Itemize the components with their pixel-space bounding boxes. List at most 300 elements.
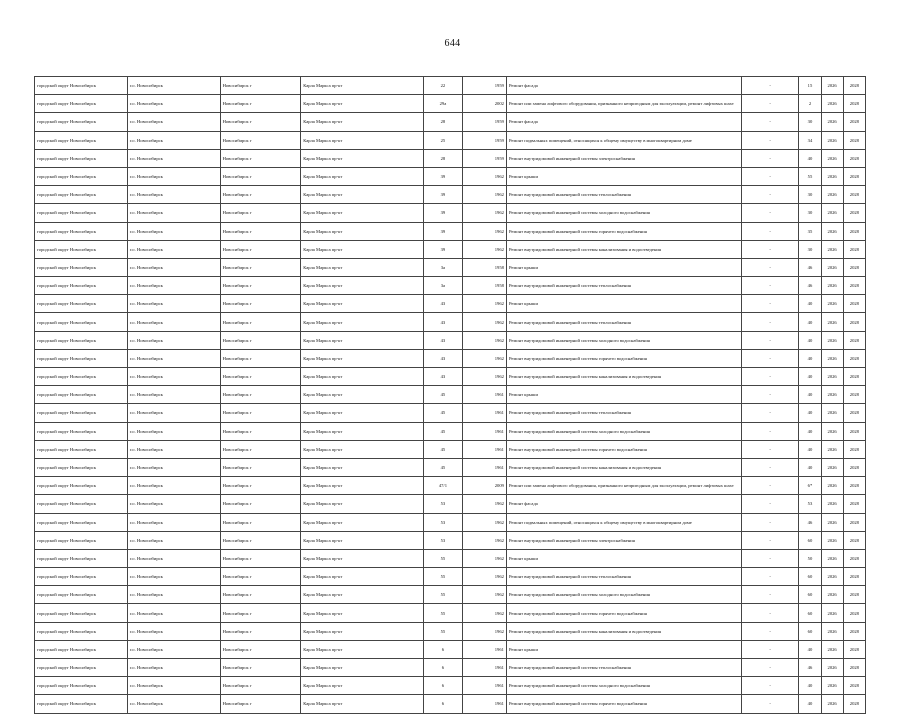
- house-number-cell: 6: [424, 695, 462, 713]
- district-cell: г.о. Новосибирск: [127, 422, 220, 440]
- placeholder-cell: -: [741, 549, 798, 567]
- end-year-cell: 2028: [843, 677, 865, 695]
- placeholder-cell: -: [741, 677, 798, 695]
- start-year-cell: 2026: [821, 440, 843, 458]
- district-cell: г.о. Новосибирск: [127, 313, 220, 331]
- start-year-cell: 2026: [821, 677, 843, 695]
- quantity-cell: 40: [799, 440, 821, 458]
- build-year-cell: 1962: [462, 495, 506, 513]
- municipality-cell: городской округ Новосибирск: [35, 422, 128, 440]
- work-type-cell: Ремонт или замена лифтового оборудования, признанного непригодным для эксплуатации, ремонт лифтовых шахт: [506, 95, 741, 113]
- work-type-cell: Ремонт внутридомовой инженерной системы канализования и водоотведения: [506, 240, 741, 258]
- start-year-cell: 2026: [821, 404, 843, 422]
- municipality-cell: городской округ Новосибирск: [35, 440, 128, 458]
- build-year-cell: 1962: [462, 531, 506, 549]
- work-type-cell: Ремонт внутридомовой инженерной системы электроснабжения: [506, 149, 741, 167]
- district-cell: г.о. Новосибирск: [127, 240, 220, 258]
- street-cell: Карла Маркса пр-кт: [301, 495, 424, 513]
- placeholder-cell: -: [741, 422, 798, 440]
- placeholder-cell: -: [741, 513, 798, 531]
- street-cell: Карла Маркса пр-кт: [301, 349, 424, 367]
- start-year-cell: 2026: [821, 222, 843, 240]
- work-type-cell: Ремонт внутридомовой инженерной системы теплоснабжения: [506, 313, 741, 331]
- settlement-cell: Новосибирск г: [220, 531, 301, 549]
- street-cell: Карла Маркса пр-кт: [301, 113, 424, 131]
- start-year-cell: 2026: [821, 95, 843, 113]
- build-year-cell: 1959: [462, 113, 506, 131]
- house-number-cell: 39: [424, 240, 462, 258]
- district-cell: г.о. Новосибирск: [127, 659, 220, 677]
- house-number-cell: 53: [424, 531, 462, 549]
- end-year-cell: 2028: [843, 204, 865, 222]
- work-type-cell: Ремонт крыши: [506, 258, 741, 276]
- build-year-cell: 1961: [462, 422, 506, 440]
- municipality-cell: городской округ Новосибирск: [35, 349, 128, 367]
- work-type-cell: Ремонт подвальных помещений, относящихся к общему имуществу в многоквартирном доме: [506, 513, 741, 531]
- end-year-cell: 2028: [843, 513, 865, 531]
- end-year-cell: 2028: [843, 113, 865, 131]
- municipality-cell: городской округ Новосибирск: [35, 659, 128, 677]
- placeholder-cell: -: [741, 131, 798, 149]
- district-cell: г.о. Новосибирск: [127, 167, 220, 185]
- table-row: [35, 368, 866, 386]
- house-number-cell: 45: [424, 422, 462, 440]
- placeholder-cell: -: [741, 477, 798, 495]
- start-year-cell: 2026: [821, 277, 843, 295]
- table-row: [35, 458, 866, 476]
- house-number-cell: 43: [424, 313, 462, 331]
- house-number-cell: 3а: [424, 258, 462, 276]
- district-cell: г.о. Новосибирск: [127, 204, 220, 222]
- street-cell: Карла Маркса пр-кт: [301, 258, 424, 276]
- placeholder-cell: -: [741, 204, 798, 222]
- house-number-cell: 28: [424, 113, 462, 131]
- quantity-cell: 40: [799, 295, 821, 313]
- placeholder-cell: -: [741, 604, 798, 622]
- table-row: [35, 131, 866, 149]
- settlement-cell: Новосибирск г: [220, 186, 301, 204]
- end-year-cell: 2028: [843, 186, 865, 204]
- start-year-cell: 2026: [821, 149, 843, 167]
- settlement-cell: Новосибирск г: [220, 277, 301, 295]
- settlement-cell: Новосибирск г: [220, 131, 301, 149]
- street-cell: Карла Маркса пр-кт: [301, 277, 424, 295]
- street-cell: Карла Маркса пр-кт: [301, 422, 424, 440]
- house-number-cell: 47/1: [424, 477, 462, 495]
- municipality-cell: городской округ Новосибирск: [35, 204, 128, 222]
- build-year-cell: 1961: [462, 659, 506, 677]
- table-row: [35, 568, 866, 586]
- start-year-cell: 2026: [821, 186, 843, 204]
- placeholder-cell: -: [741, 167, 798, 185]
- quantity-cell: 40: [799, 149, 821, 167]
- house-number-cell: 29а: [424, 95, 462, 113]
- municipality-cell: городской округ Новосибирск: [35, 604, 128, 622]
- end-year-cell: 2028: [843, 422, 865, 440]
- municipality-cell: городской округ Новосибирск: [35, 513, 128, 531]
- build-year-cell: 1961: [462, 640, 506, 658]
- placeholder-cell: -: [741, 222, 798, 240]
- settlement-cell: Новосибирск г: [220, 440, 301, 458]
- quantity-cell: 40: [799, 368, 821, 386]
- placeholder-cell: -: [741, 568, 798, 586]
- municipality-cell: городской округ Новосибирск: [35, 295, 128, 313]
- start-year-cell: 2026: [821, 586, 843, 604]
- work-type-cell: Ремонт подвальных помещений, относящихся к общему имуществу в многоквартирном доме: [506, 131, 741, 149]
- work-type-cell: Ремонт фасада: [506, 77, 741, 95]
- house-number-cell: 45: [424, 404, 462, 422]
- work-type-cell: Ремонт или замена лифтового оборудования, признанного непригодным для эксплуатации, ремонт лифтовых шахт: [506, 477, 741, 495]
- district-cell: г.о. Новосибирск: [127, 95, 220, 113]
- municipality-cell: городской округ Новосибирск: [35, 586, 128, 604]
- quantity-cell: 40: [799, 313, 821, 331]
- start-year-cell: 2026: [821, 549, 843, 567]
- municipality-cell: городской округ Новосибирск: [35, 331, 128, 349]
- district-cell: г.о. Новосибирск: [127, 77, 220, 95]
- build-year-cell: 1961: [462, 695, 506, 713]
- end-year-cell: 2028: [843, 222, 865, 240]
- settlement-cell: Новосибирск г: [220, 113, 301, 131]
- placeholder-cell: -: [741, 77, 798, 95]
- house-number-cell: 25: [424, 131, 462, 149]
- build-year-cell: 1961: [462, 458, 506, 476]
- table-row: [35, 149, 866, 167]
- quantity-cell: 40: [799, 677, 821, 695]
- build-year-cell: 1961: [462, 404, 506, 422]
- work-type-cell: Ремонт крыши: [506, 549, 741, 567]
- municipality-cell: городской округ Новосибирск: [35, 368, 128, 386]
- table-row: [35, 640, 866, 658]
- end-year-cell: 2028: [843, 77, 865, 95]
- placeholder-cell: -: [741, 295, 798, 313]
- build-year-cell: 1962: [462, 568, 506, 586]
- quantity-cell: 46: [799, 513, 821, 531]
- build-year-cell: 1962: [462, 331, 506, 349]
- placeholder-cell: -: [741, 149, 798, 167]
- district-cell: г.о. Новосибирск: [127, 513, 220, 531]
- quantity-cell: 6*: [799, 477, 821, 495]
- settlement-cell: Новосибирск г: [220, 622, 301, 640]
- quantity-cell: 60: [799, 568, 821, 586]
- quantity-cell: 60: [799, 531, 821, 549]
- work-type-cell: Ремонт внутридомовой инженерной системы теплоснабжения: [506, 404, 741, 422]
- end-year-cell: 2028: [843, 695, 865, 713]
- settlement-cell: Новосибирск г: [220, 204, 301, 222]
- municipality-cell: городской округ Новосибирск: [35, 695, 128, 713]
- quantity-cell: 30: [799, 240, 821, 258]
- street-cell: Карла Маркса пр-кт: [301, 295, 424, 313]
- settlement-cell: Новосибирск г: [220, 695, 301, 713]
- house-number-cell: 43: [424, 331, 462, 349]
- street-cell: Карла Маркса пр-кт: [301, 386, 424, 404]
- table-row: [35, 386, 866, 404]
- placeholder-cell: -: [741, 113, 798, 131]
- start-year-cell: 2026: [821, 258, 843, 276]
- table-row: [35, 277, 866, 295]
- street-cell: Карла Маркса пр-кт: [301, 222, 424, 240]
- placeholder-cell: -: [741, 186, 798, 204]
- street-cell: Карла Маркса пр-кт: [301, 331, 424, 349]
- table-row: [35, 113, 866, 131]
- municipality-cell: городской округ Новосибирск: [35, 113, 128, 131]
- street-cell: Карла Маркса пр-кт: [301, 368, 424, 386]
- settlement-cell: Новосибирск г: [220, 149, 301, 167]
- placeholder-cell: -: [741, 495, 798, 513]
- quantity-cell: 40: [799, 640, 821, 658]
- work-type-cell: Ремонт внутридомовой инженерной системы горячего водоснабжения: [506, 222, 741, 240]
- work-type-cell: Ремонт внутридомовой инженерной системы холодного водоснабжения: [506, 204, 741, 222]
- end-year-cell: 2028: [843, 368, 865, 386]
- street-cell: Карла Маркса пр-кт: [301, 695, 424, 713]
- end-year-cell: 2028: [843, 622, 865, 640]
- work-type-cell: Ремонт внутридомовой инженерной системы горячего водоснабжения: [506, 695, 741, 713]
- district-cell: г.о. Новосибирск: [127, 677, 220, 695]
- district-cell: г.о. Новосибирск: [127, 277, 220, 295]
- table-row: [35, 549, 866, 567]
- table-row: [35, 167, 866, 185]
- table-row: [35, 404, 866, 422]
- settlement-cell: Новосибирск г: [220, 640, 301, 658]
- municipality-cell: городской округ Новосибирск: [35, 640, 128, 658]
- placeholder-cell: -: [741, 313, 798, 331]
- table-row: [35, 531, 866, 549]
- street-cell: Карла Маркса пр-кт: [301, 659, 424, 677]
- quantity-cell: 46: [799, 659, 821, 677]
- settlement-cell: Новосибирск г: [220, 422, 301, 440]
- build-year-cell: 1962: [462, 604, 506, 622]
- placeholder-cell: -: [741, 386, 798, 404]
- house-number-cell: 43: [424, 368, 462, 386]
- build-year-cell: 2002: [462, 95, 506, 113]
- end-year-cell: 2028: [843, 586, 865, 604]
- district-cell: г.о. Новосибирск: [127, 131, 220, 149]
- district-cell: г.о. Новосибирск: [127, 586, 220, 604]
- street-cell: Карла Маркса пр-кт: [301, 77, 424, 95]
- start-year-cell: 2026: [821, 167, 843, 185]
- district-cell: г.о. Новосибирск: [127, 495, 220, 513]
- district-cell: г.о. Новосибирск: [127, 186, 220, 204]
- settlement-cell: Новосибирск г: [220, 240, 301, 258]
- district-cell: г.о. Новосибирск: [127, 640, 220, 658]
- work-type-cell: Ремонт внутридомовой инженерной системы теплоснабжения: [506, 568, 741, 586]
- start-year-cell: 2026: [821, 604, 843, 622]
- house-number-cell: 39: [424, 186, 462, 204]
- settlement-cell: Новосибирск г: [220, 313, 301, 331]
- street-cell: Карла Маркса пр-кт: [301, 458, 424, 476]
- house-number-cell: 55: [424, 604, 462, 622]
- table-row: [35, 695, 866, 713]
- municipality-cell: городской округ Новосибирск: [35, 495, 128, 513]
- build-year-cell: 1962: [462, 167, 506, 185]
- street-cell: Карла Маркса пр-кт: [301, 167, 424, 185]
- placeholder-cell: -: [741, 458, 798, 476]
- end-year-cell: 2028: [843, 458, 865, 476]
- quantity-cell: 50: [799, 549, 821, 567]
- house-number-cell: 53: [424, 495, 462, 513]
- settlement-cell: Новосибирск г: [220, 368, 301, 386]
- house-number-cell: 39: [424, 222, 462, 240]
- build-year-cell: 1962: [462, 368, 506, 386]
- placeholder-cell: -: [741, 404, 798, 422]
- end-year-cell: 2028: [843, 495, 865, 513]
- start-year-cell: 2026: [821, 568, 843, 586]
- placeholder-cell: -: [741, 368, 798, 386]
- page-number: 644: [444, 38, 461, 49]
- district-cell: г.о. Новосибирск: [127, 222, 220, 240]
- table-row: [35, 677, 866, 695]
- table-row: [35, 222, 866, 240]
- quantity-cell: 40: [799, 458, 821, 476]
- municipality-cell: городской округ Новосибирск: [35, 477, 128, 495]
- placeholder-cell: -: [741, 586, 798, 604]
- end-year-cell: 2028: [843, 167, 865, 185]
- work-type-cell: Ремонт внутридомовой инженерной системы холодного водоснабжения: [506, 331, 741, 349]
- end-year-cell: 2028: [843, 404, 865, 422]
- start-year-cell: 2026: [821, 386, 843, 404]
- house-number-cell: 39: [424, 204, 462, 222]
- table-row: [35, 604, 866, 622]
- placeholder-cell: -: [741, 258, 798, 276]
- work-type-cell: Ремонт фасада: [506, 113, 741, 131]
- settlement-cell: Новосибирск г: [220, 222, 301, 240]
- work-type-cell: Ремонт внутридомовой инженерной системы канализования и водоотведения: [506, 368, 741, 386]
- table-row: [35, 240, 866, 258]
- table-row: [35, 659, 866, 677]
- street-cell: Карла Маркса пр-кт: [301, 586, 424, 604]
- street-cell: Карла Маркса пр-кт: [301, 204, 424, 222]
- municipality-cell: городской округ Новосибирск: [35, 277, 128, 295]
- settlement-cell: Новосибирск г: [220, 659, 301, 677]
- quantity-cell: 30: [799, 186, 821, 204]
- district-cell: г.о. Новосибирск: [127, 440, 220, 458]
- build-year-cell: 1958: [462, 277, 506, 295]
- district-cell: г.о. Новосибирск: [127, 622, 220, 640]
- district-cell: г.о. Новосибирск: [127, 349, 220, 367]
- district-cell: г.о. Новосибирск: [127, 331, 220, 349]
- end-year-cell: 2028: [843, 240, 865, 258]
- end-year-cell: 2028: [843, 659, 865, 677]
- work-type-cell: Ремонт внутридомовой инженерной системы теплоснабжения: [506, 277, 741, 295]
- start-year-cell: 2026: [821, 622, 843, 640]
- start-year-cell: 2026: [821, 458, 843, 476]
- quantity-cell: 30: [799, 113, 821, 131]
- municipality-cell: городской округ Новосибирск: [35, 240, 128, 258]
- start-year-cell: 2026: [821, 77, 843, 95]
- placeholder-cell: -: [741, 440, 798, 458]
- municipality-cell: городской округ Новосибирск: [35, 77, 128, 95]
- municipality-cell: городской округ Новосибирск: [35, 258, 128, 276]
- build-year-cell: 2009: [462, 477, 506, 495]
- table-row: [35, 495, 866, 513]
- work-type-cell: Ремонт внутридомовой инженерной системы канализования и водоотведения: [506, 622, 741, 640]
- street-cell: Карла Маркса пр-кт: [301, 440, 424, 458]
- start-year-cell: 2026: [821, 477, 843, 495]
- street-cell: Карла Маркса пр-кт: [301, 513, 424, 531]
- house-number-cell: 6: [424, 677, 462, 695]
- work-type-cell: Ремонт крыши: [506, 640, 741, 658]
- street-cell: Карла Маркса пр-кт: [301, 404, 424, 422]
- municipality-cell: городской округ Новосибирск: [35, 622, 128, 640]
- build-year-cell: 1962: [462, 549, 506, 567]
- work-type-cell: Ремонт внутридомовой инженерной системы теплоснабжения: [506, 186, 741, 204]
- repair-plan-table: [34, 76, 866, 714]
- municipality-cell: городской округ Новосибирск: [35, 167, 128, 185]
- house-number-cell: 55: [424, 586, 462, 604]
- build-year-cell: 1962: [462, 622, 506, 640]
- quantity-cell: 60: [799, 604, 821, 622]
- work-type-cell: Ремонт внутридомовой инженерной системы горячего водоснабжения: [506, 440, 741, 458]
- quantity-cell: 60: [799, 586, 821, 604]
- street-cell: Карла Маркса пр-кт: [301, 568, 424, 586]
- end-year-cell: 2028: [843, 477, 865, 495]
- district-cell: г.о. Новосибирск: [127, 113, 220, 131]
- street-cell: Карла Маркса пр-кт: [301, 640, 424, 658]
- district-cell: г.о. Новосибирск: [127, 386, 220, 404]
- municipality-cell: городской округ Новосибирск: [35, 313, 128, 331]
- work-type-cell: Ремонт внутридомовой инженерной системы горячего водоснабжения: [506, 604, 741, 622]
- settlement-cell: Новосибирск г: [220, 386, 301, 404]
- settlement-cell: Новосибирск г: [220, 495, 301, 513]
- house-number-cell: 28: [424, 149, 462, 167]
- district-cell: г.о. Новосибирск: [127, 404, 220, 422]
- work-type-cell: Ремонт внутридомовой инженерной системы канализования и водоотведения: [506, 458, 741, 476]
- end-year-cell: 2028: [843, 149, 865, 167]
- work-type-cell: Ремонт крыши: [506, 386, 741, 404]
- table-row: [35, 186, 866, 204]
- start-year-cell: 2026: [821, 531, 843, 549]
- quantity-cell: 34: [799, 131, 821, 149]
- build-year-cell: 1962: [462, 204, 506, 222]
- street-cell: Карла Маркса пр-кт: [301, 677, 424, 695]
- start-year-cell: 2026: [821, 422, 843, 440]
- quantity-cell: 55: [799, 167, 821, 185]
- work-type-cell: Ремонт крыши: [506, 167, 741, 185]
- placeholder-cell: -: [741, 531, 798, 549]
- district-cell: г.о. Новосибирск: [127, 568, 220, 586]
- start-year-cell: 2026: [821, 640, 843, 658]
- quantity-cell: 40: [799, 331, 821, 349]
- municipality-cell: городской округ Новосибирск: [35, 386, 128, 404]
- work-type-cell: Ремонт внутридомовой инженерной системы холодного водоснабжения: [506, 422, 741, 440]
- municipality-cell: городской округ Новосибирск: [35, 531, 128, 549]
- settlement-cell: Новосибирск г: [220, 513, 301, 531]
- end-year-cell: 2028: [843, 277, 865, 295]
- work-type-cell: Ремонт фасада: [506, 495, 741, 513]
- build-year-cell: 1962: [462, 586, 506, 604]
- placeholder-cell: -: [741, 95, 798, 113]
- placeholder-cell: -: [741, 659, 798, 677]
- municipality-cell: городской округ Новосибирск: [35, 222, 128, 240]
- table-row: [35, 204, 866, 222]
- quantity-cell: 30: [799, 204, 821, 222]
- start-year-cell: 2026: [821, 513, 843, 531]
- quantity-cell: 35: [799, 222, 821, 240]
- table-row: [35, 95, 866, 113]
- house-number-cell: 55: [424, 549, 462, 567]
- end-year-cell: 2028: [843, 349, 865, 367]
- settlement-cell: Новосибирск г: [220, 586, 301, 604]
- district-cell: г.о. Новосибирск: [127, 604, 220, 622]
- build-year-cell: 1962: [462, 240, 506, 258]
- house-number-cell: 45: [424, 386, 462, 404]
- work-type-cell: Ремонт внутридомовой инженерной системы холодного водоснабжения: [506, 586, 741, 604]
- start-year-cell: 2026: [821, 313, 843, 331]
- build-year-cell: 1962: [462, 222, 506, 240]
- table-row: [35, 331, 866, 349]
- end-year-cell: 2028: [843, 531, 865, 549]
- end-year-cell: 2028: [843, 640, 865, 658]
- quantity-cell: 60: [799, 622, 821, 640]
